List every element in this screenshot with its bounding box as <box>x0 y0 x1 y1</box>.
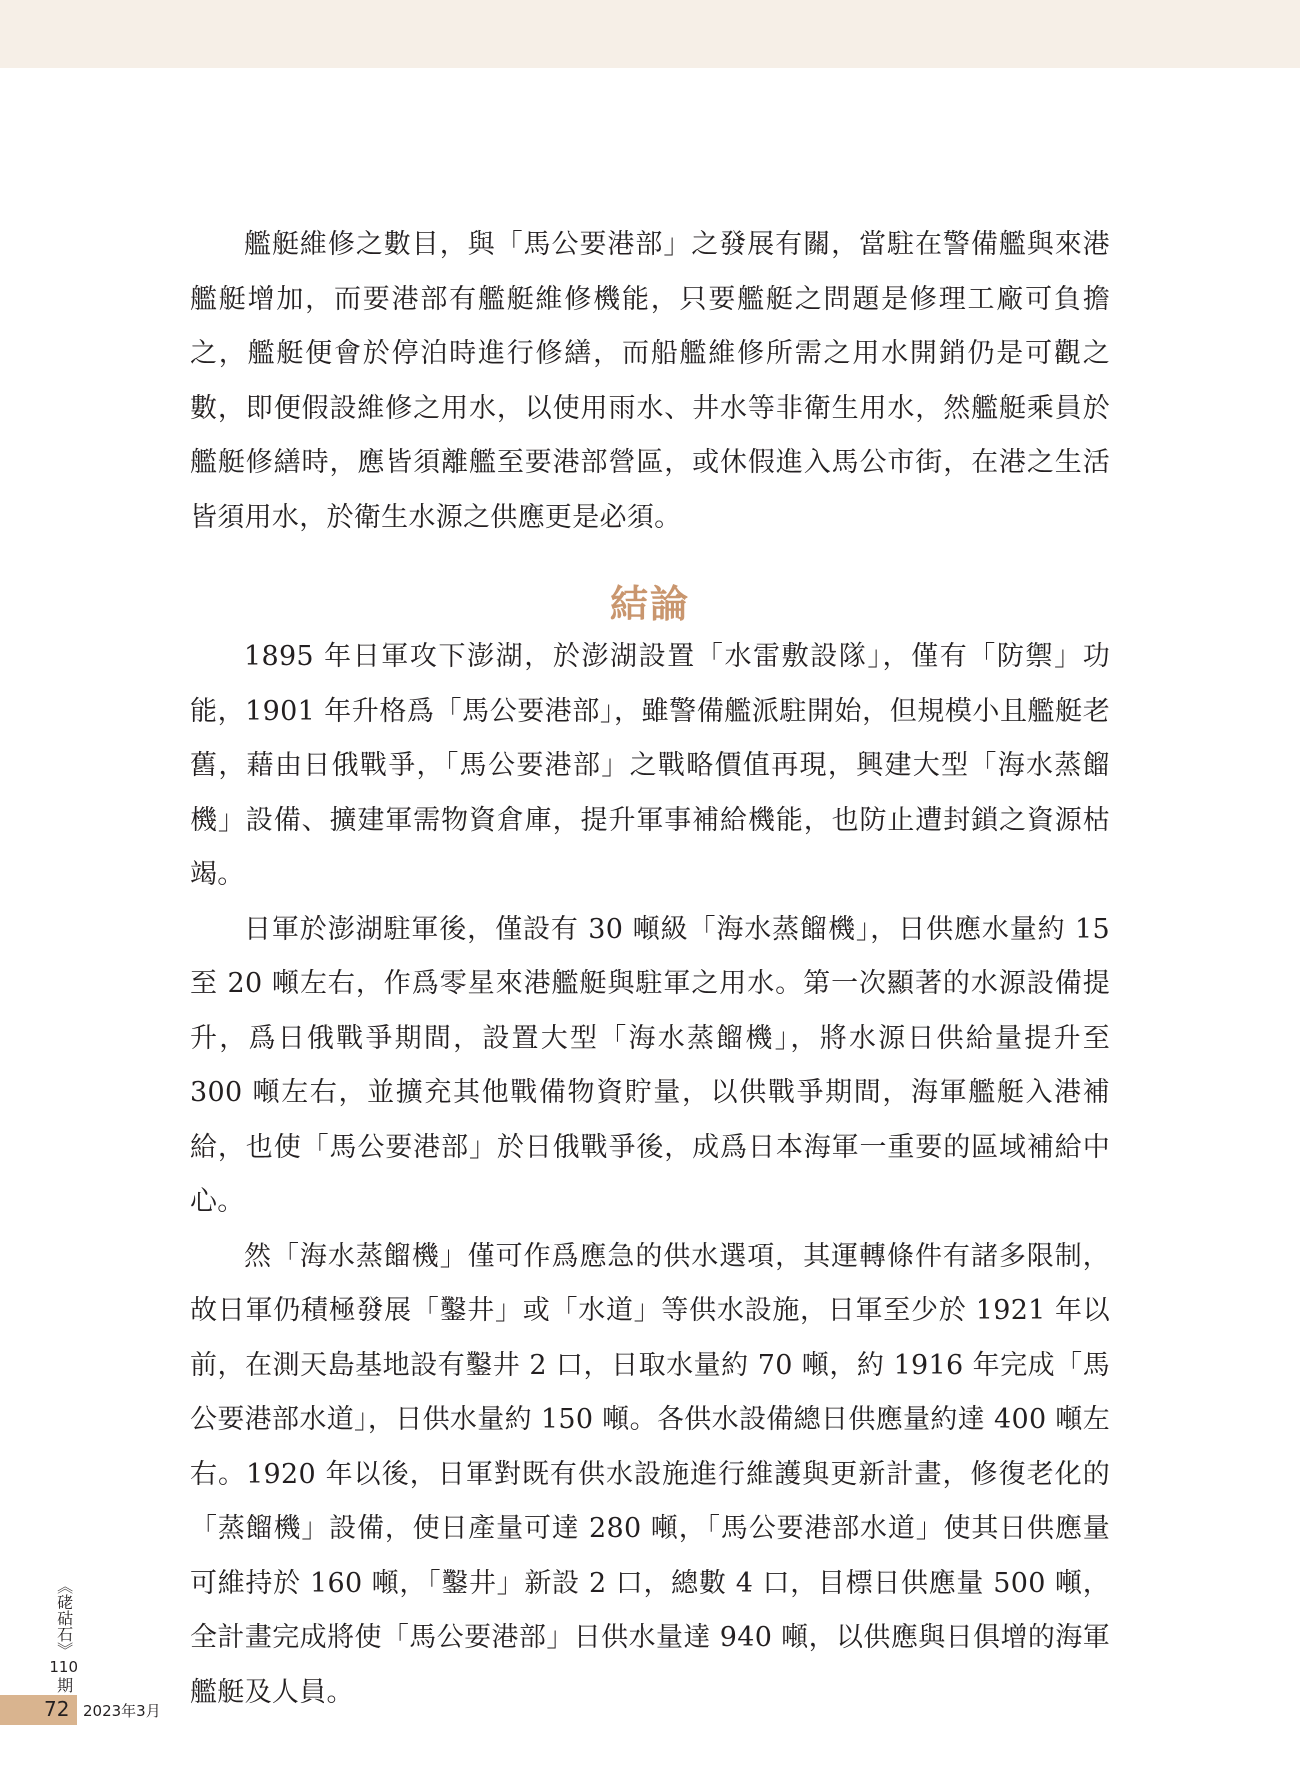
paragraph-conclusion-3: 然「海水蒸餾機」僅可作爲應急的供水選項，其運轉條件有諸多限制，故日軍仍積極發展「鑿井」或「水道」等供水設施，日軍至少於 1921 年以前，在測天島基地設有鑿井 2 口，日取水量約 70 噸，約 1916 年完成「馬公要港部水道」，日供水量約 150 噸。各供水設備總日供應量約達 400 噸左右。1920 年以後，日軍對既有供水設施進行維護與更新計畫，修復老化的「蒸餾機」設備，使日產量可達 280 噸，「馬公要港部水道」使其日供應量可維持於 160 噸，「鑿井」新設 2 口，總數 4 口，目標日供應量 500 噸，全計畫完成將使「馬公要港部」日供水量達 940 噸，以供應與日俱增的海軍艦艇及人員。 <box>190 1240 1110 1708</box>
page-number: 72 <box>44 1697 70 1721</box>
issue-date: 2023年3月 <box>83 1702 161 1720</box>
issue-suffix: 期 <box>54 1677 74 1693</box>
top-decorative-band <box>0 0 1300 68</box>
journal-title-vertical <box>48 1578 78 1693</box>
paragraph-conclusion-1: 1895 年日軍攻下澎湖，於澎湖設置「水雷敷設隊」，僅有「防禦」功能，1901 年升格爲「馬公要港部」，雖警備艦派駐開始，但規模小且艦艇老舊，藉由日俄戰爭，「馬公要港部」之戰略價值再現，興建大型「海水蒸餾機」設備、擴建軍需物資倉庫，提升軍事補給機能，也防止遭封鎖之資源枯竭。 <box>190 641 1110 890</box>
article-body <box>190 218 1110 1708</box>
issue-number: 110 <box>49 1658 78 1676</box>
paragraph-repair-water: 艦艇維修之數目，與「馬公要港部」之發展有關，當駐在警備艦與來港艦艇增加，而要港部有艦艇維修機能，只要艦艇之問題是修理工廠可負擔之，艦艇便會於停泊時進行修繕，而船艦維修所需之用水開銷仍是可觀之數，即便假設維修之用水，以使用雨水、井水等非衛生用水，然艦艇乘員於艦艇修繕時，應皆須離艦至要港部營區，或休假進入馬公市街，在港之生活皆須用水，於衛生水源之供應更是必須。 <box>190 229 1110 533</box>
paragraph-conclusion-2: 日軍於澎湖駐軍後，僅設有 30 噸級「海水蒸餾機」，日供應水量約 15 至 20 噸左右，作爲零星來港艦艇與駐軍之用水。第一次顯著的水源設備提升，爲日俄戰爭期間，設置大型「海水蒸餾機」，將水源日供給量提升至 300 噸左右，並擴充其他戰備物資貯量，以供戰爭期間，海軍艦艇入港補給，也使「馬公要港部」於日俄戰爭後，成爲日本海軍一重要的區域補給中心。 <box>190 913 1110 1217</box>
journal-name: 《硓𥑮石》 <box>54 1578 74 1658</box>
section-title-conclusion: 結論 <box>609 582 690 626</box>
page-footer <box>0 1695 300 1725</box>
conclusion-body <box>190 630 1110 1720</box>
